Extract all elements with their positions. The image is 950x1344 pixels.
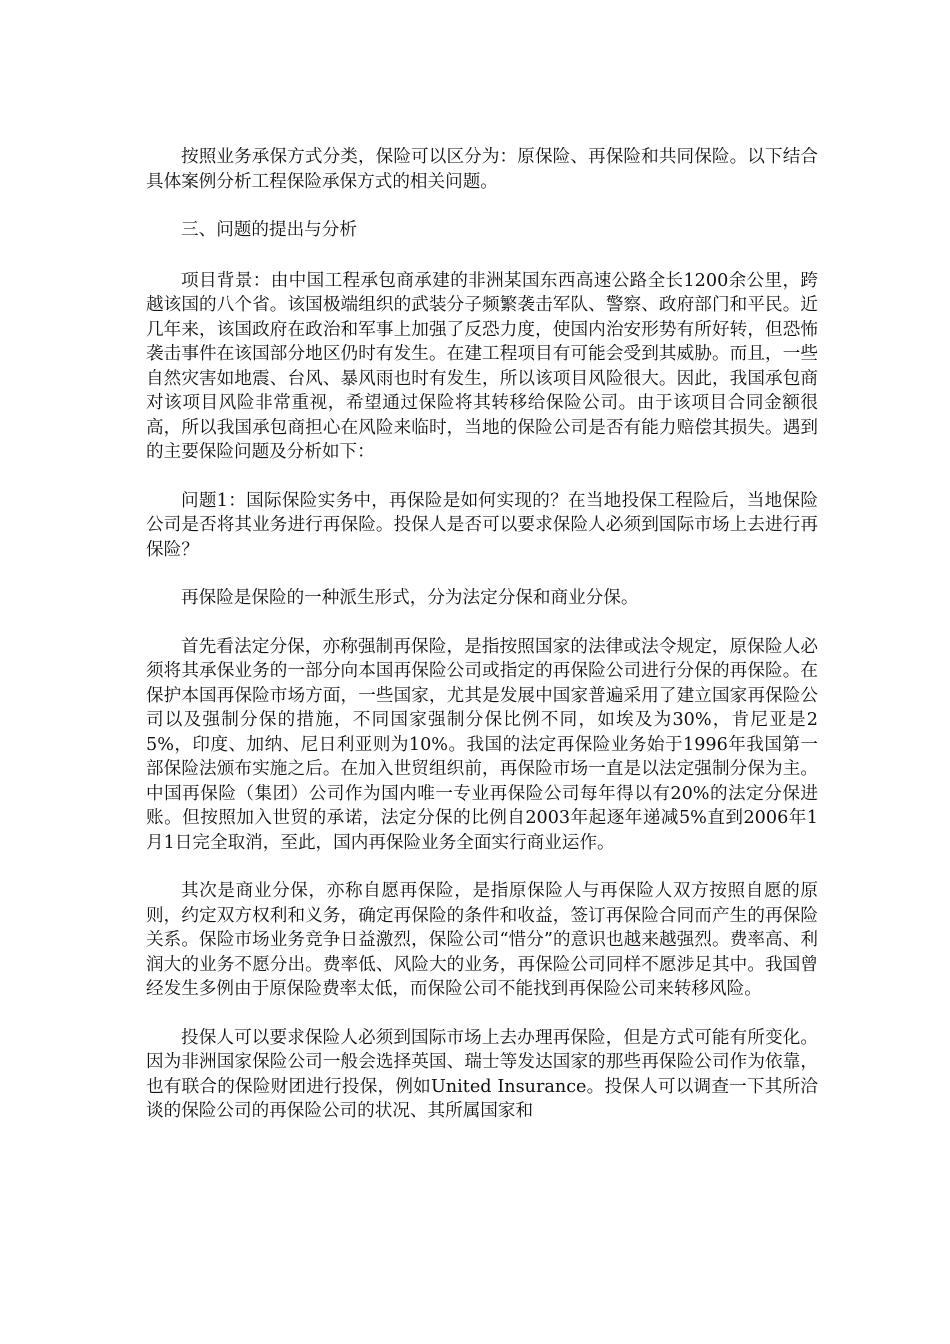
paragraph-intro: 按照业务承保方式分类，保险可以区分为：原保险、再保险和共同保险。以下结合具体案例分析工程保险承保方式的相关问题。 <box>146 147 818 192</box>
paragraph-question-1: 问题1：国际保险实务中，再保险是如何实现的？在当地投保工程险后，当地保险公司是否将其业务进行再保险。投保人是否可以要求保险人必须到国际市场上去进行再保险？ <box>146 490 818 560</box>
paragraph-commercial-reinsurance: 其次是商业分保，亦称自愿再保险，是指原保险人与再保险人双方按照自愿的原则，约定双方权利和义务，确定再保险的条件和收益，签订再保险合同而产生的再保险关系。保险市场业务竞争日益激烈，保险公司“惜分”的意识也越来越强烈。费率高、利润大的业务不愿分出。费率低、风险大的业务，再保险公司同样不愿涉足其中。我国曾经发生多例由于原保险费率太低，而保险公司不能找到再保险公司来转移风险。 <box>146 881 818 999</box>
paragraph-project-background: 项目背景：由中国工程承包商承建的非洲某国东西高速公路全长1200余公里，跨越该国的八个省。该国极端组织的武装分子频繁袭击军队、警察、政府部门和平民。近几年来，该国政府在政治和军事上加强了反恐力度，使国内治安形势有所好转，但恐怖袭击事件在该国部分地区仍时有发生。在建工程项目有可能会受到其威胁。而且，一些自然灾害如地震、台风、暴风雨也时有发生，所以该项目风险很大。因此，我国承包商对该项目风险非常重视，希望通过保险将其转移给保险公司。由于该项目合同金额很高，所以我国承包商担心在风险来临时，当地的保险公司是否有能力赔偿其损失。遇到的主要保险问题及分析如下： <box>146 270 818 462</box>
paragraph-international-market: 投保人可以要求保险人必须到国际市场上去办理再保险，但是方式可能有所变化。因为非洲国家保险公司一般会选择英国、瑞士等发达国家的那些再保险公司作为依靠，也有联合的保险财团进行投保，例如United Insurance。投保人可以调查一下其所洽谈的保险公司的再保险公司的状况、其所属国家和 <box>146 1027 818 1121</box>
paragraph-statutory-reinsurance: 首先看法定分保，亦称强制再保险，是指按照国家的法律或法令规定，原保险人必须将其承保业务的一部分向本国再保险公司或指定的再保险公司进行分保的再保险。在保护本国再保险市场方面，一些国家，尤其是发展中国家普遍采用了建立国家再保险公司以及强制分保的措施，不同国家强制分保比例不同，如埃及为30%，肯尼亚是25%，印度、加纳、尼日利亚则为10%。我国的法定再保险业务始于1996年我国第一部保险法颁布实施之后。在加入世贸组织前，再保险市场一直是以法定强制分保为主。中国再保险（集团）公司作为国内唯一专业再保险公司每年得以有20%的法定分保进账。但按照加入世贸的承诺，法定分保的比例自2003年起逐年递减5%直到2006年1月1日完全取消，至此，国内再保险业务全面实行商业运作。 <box>146 636 818 853</box>
paragraph-reinsurance-definition: 再保险是保险的一种派生形式，分为法定分保和商业分保。 <box>181 588 639 608</box>
section-heading: 三、问题的提出与分析 <box>181 220 357 240</box>
document-body <box>146 145 818 1148</box>
